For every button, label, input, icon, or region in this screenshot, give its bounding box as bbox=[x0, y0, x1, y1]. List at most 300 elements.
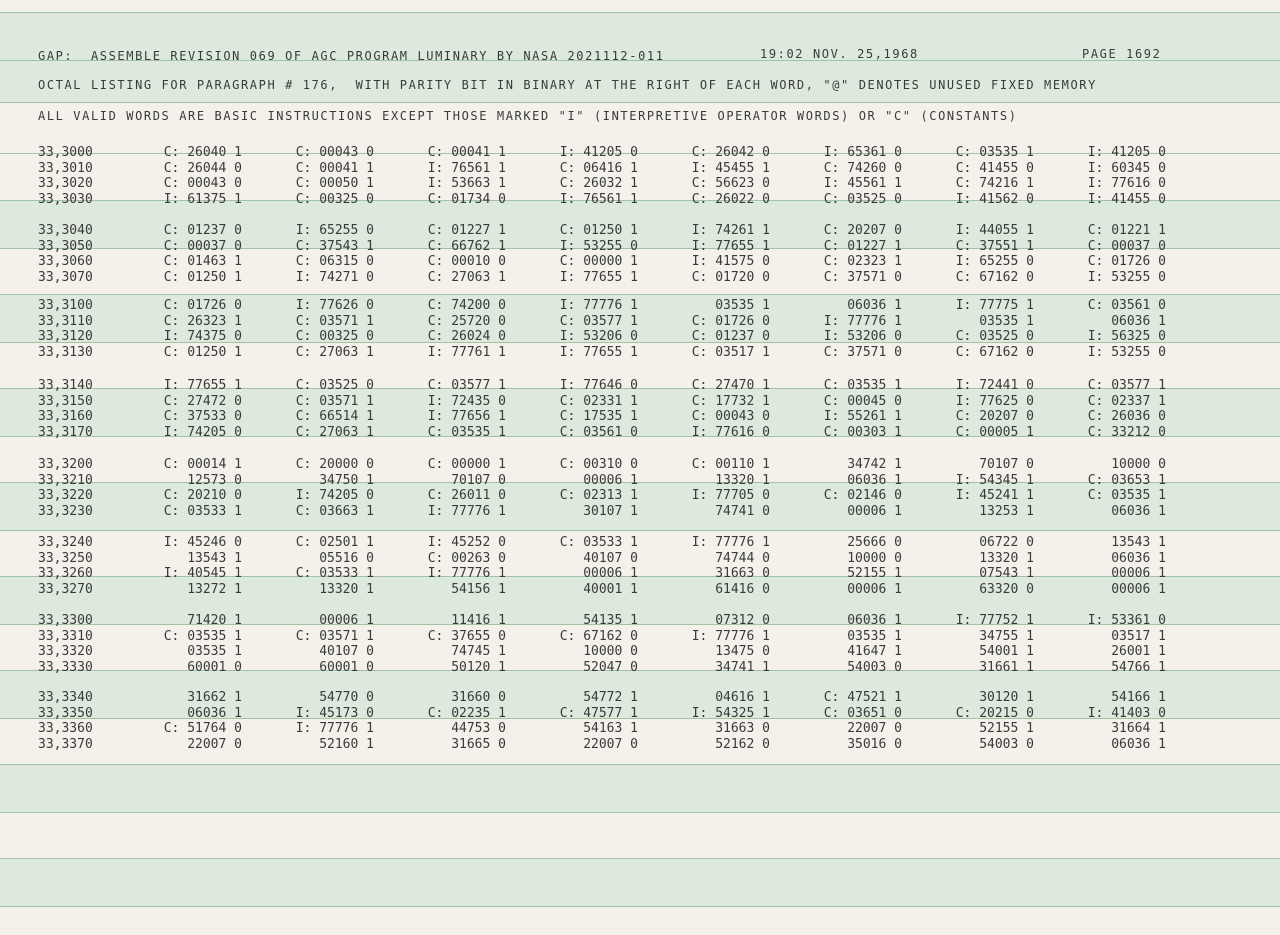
octal-word: 52155 1 bbox=[847, 566, 902, 581]
octal-word: C: 03651 0 bbox=[823, 705, 902, 721]
octal-word: I: 45246 0 bbox=[163, 535, 242, 550]
octal-word: C: 00110 1 bbox=[691, 457, 770, 472]
octal-word: C: 27063 1 bbox=[295, 424, 374, 440]
memory-address: 33,3340 bbox=[38, 690, 93, 705]
octal-word: C: 27063 1 bbox=[295, 344, 374, 360]
memory-address: 33,3320 bbox=[38, 644, 93, 659]
memory-address: 33,3030 bbox=[38, 191, 93, 207]
octal-word: C: 00037 0 bbox=[163, 238, 242, 254]
octal-word: I: 77776 1 bbox=[823, 313, 902, 329]
octal-word: 54003 0 bbox=[979, 736, 1034, 752]
octal-word: C: 67162 0 bbox=[955, 269, 1034, 285]
octal-word: C: 03577 1 bbox=[559, 313, 638, 329]
octal-word: 54166 1 bbox=[1111, 690, 1166, 705]
octal-word: 07543 1 bbox=[979, 566, 1034, 581]
octal-word: I: 77655 1 bbox=[559, 344, 638, 360]
octal-word: I: 77776 1 bbox=[295, 721, 374, 736]
octal-word: C: 01237 0 bbox=[163, 223, 242, 238]
octal-word: I: 53255 0 bbox=[1087, 269, 1166, 285]
octal-word: I: 74375 0 bbox=[163, 329, 242, 344]
octal-word: C: 02337 1 bbox=[1087, 393, 1166, 409]
octal-word: 03535 1 bbox=[847, 628, 902, 644]
octal-word: I: 45173 0 bbox=[295, 705, 374, 721]
octal-word: I: 77616 0 bbox=[1087, 176, 1166, 191]
octal-word: 60001 0 bbox=[319, 659, 374, 675]
octal-word: C: 01227 1 bbox=[427, 223, 506, 238]
octal-word: I: 74205 0 bbox=[295, 488, 374, 503]
octal-word: I: 53206 0 bbox=[559, 329, 638, 344]
octal-word: C: 03525 0 bbox=[823, 191, 902, 207]
octal-word: 26001 1 bbox=[1111, 644, 1166, 659]
octal-word: I: 54325 1 bbox=[691, 705, 770, 721]
octal-word: 54163 1 bbox=[583, 721, 638, 736]
assembly-title: GAP: ASSEMBLE REVISION 069 OF AGC PROGRAM LUMINARY BY NASA 2021112-011 bbox=[38, 49, 665, 63]
octal-word: C: 20215 0 bbox=[955, 705, 1034, 721]
octal-word: 00006 1 bbox=[319, 613, 374, 628]
octal-word: 03517 1 bbox=[1111, 628, 1166, 644]
octal-word: 40107 0 bbox=[583, 550, 638, 566]
memory-address: 33,3250 bbox=[38, 550, 93, 566]
octal-word: C: 03535 1 bbox=[823, 378, 902, 393]
octal-word: C: 00325 0 bbox=[295, 191, 374, 207]
octal-word: C: 00005 1 bbox=[955, 424, 1034, 440]
octal-word: I: 53255 0 bbox=[559, 238, 638, 254]
octal-word: C: 00037 0 bbox=[1087, 238, 1166, 254]
octal-word: C: 17732 1 bbox=[691, 393, 770, 409]
octal-word: 52047 0 bbox=[583, 659, 638, 675]
memory-address: 33,3040 bbox=[38, 223, 93, 238]
octal-word: 54772 1 bbox=[583, 690, 638, 705]
octal-word: 34741 1 bbox=[715, 659, 770, 675]
octal-word: C: 26032 1 bbox=[559, 176, 638, 191]
octal-word: C: 20000 0 bbox=[295, 457, 374, 472]
octal-word: 31663 0 bbox=[715, 566, 770, 581]
octal-word: 03535 1 bbox=[979, 313, 1034, 329]
print-timestamp: 19:02 NOV. 25,1968 bbox=[760, 47, 919, 61]
octal-word: C: 37571 0 bbox=[823, 269, 902, 285]
page-number: PAGE 1692 bbox=[1082, 47, 1162, 61]
octal-word: 70107 0 bbox=[451, 472, 506, 488]
octal-word: 22007 0 bbox=[187, 736, 242, 752]
octal-word: C: 20210 0 bbox=[163, 488, 242, 503]
memory-address: 33,3160 bbox=[38, 409, 93, 424]
octal-word: C: 00045 0 bbox=[823, 393, 902, 409]
octal-word: C: 37551 1 bbox=[955, 238, 1034, 254]
octal-word: I: 53361 0 bbox=[1087, 613, 1166, 628]
octal-word: I: 41562 0 bbox=[955, 191, 1034, 207]
octal-word: C: 26044 0 bbox=[163, 160, 242, 176]
octal-word: C: 74200 0 bbox=[427, 298, 506, 313]
octal-word: I: 45241 1 bbox=[955, 488, 1034, 503]
octal-word: 31662 1 bbox=[187, 690, 242, 705]
octal-word: C: 03571 1 bbox=[295, 393, 374, 409]
octal-word: I: 65255 0 bbox=[295, 223, 374, 238]
octal-word: C: 26011 0 bbox=[427, 488, 506, 503]
octal-word: I: 60345 0 bbox=[1087, 160, 1166, 176]
octal-word: C: 74260 0 bbox=[823, 160, 902, 176]
octal-word: C: 02331 1 bbox=[559, 393, 638, 409]
greenbar-9 bbox=[0, 858, 1280, 906]
memory-address: 33,3050 bbox=[38, 238, 93, 254]
octal-word: 04616 1 bbox=[715, 690, 770, 705]
octal-word: C: 66514 1 bbox=[295, 409, 374, 424]
octal-word: I: 41455 0 bbox=[1087, 191, 1166, 207]
octal-word: I: 77776 1 bbox=[559, 298, 638, 313]
octal-word: 06036 1 bbox=[1111, 550, 1166, 566]
octal-word: I: 53255 0 bbox=[1087, 344, 1166, 360]
octal-word: 54001 1 bbox=[979, 644, 1034, 659]
octal-word: C: 01726 0 bbox=[163, 298, 242, 313]
paragraph-description: OCTAL LISTING FOR PARAGRAPH # 176, WITH PARITY BIT IN BINARY AT THE RIGHT OF EACH WORD, "@" DENOTES UNUSED FIXED MEMORY bbox=[38, 78, 1097, 92]
octal-word: I: 77616 0 bbox=[691, 424, 770, 440]
octal-word: C: 02501 1 bbox=[295, 535, 374, 550]
octal-word: C: 01734 0 bbox=[427, 191, 506, 207]
octal-word: C: 03533 1 bbox=[163, 503, 242, 519]
octal-word: C: 26024 0 bbox=[427, 329, 506, 344]
memory-address: 33,3300 bbox=[38, 613, 93, 628]
octal-word: C: 00043 0 bbox=[691, 409, 770, 424]
memory-address: 33,3000 bbox=[38, 145, 93, 160]
rule-line bbox=[0, 764, 1280, 765]
octal-word: I: 45252 0 bbox=[427, 535, 506, 550]
octal-word: 74745 1 bbox=[451, 644, 506, 659]
octal-word: C: 03535 1 bbox=[427, 424, 506, 440]
memory-address: 33,3220 bbox=[38, 488, 93, 503]
octal-word: 00006 1 bbox=[1111, 581, 1166, 597]
octal-word: I: 61375 1 bbox=[163, 191, 242, 207]
memory-address: 33,3120 bbox=[38, 329, 93, 344]
octal-word: I: 74271 0 bbox=[295, 269, 374, 285]
octal-word: 54770 0 bbox=[319, 690, 374, 705]
octal-word: C: 03525 0 bbox=[955, 329, 1034, 344]
octal-word: I: 55261 1 bbox=[823, 409, 902, 424]
memory-address: 33,3110 bbox=[38, 313, 93, 329]
octal-word: 03535 1 bbox=[715, 298, 770, 313]
octal-word: I: 74261 1 bbox=[691, 223, 770, 238]
octal-word: C: 25720 0 bbox=[427, 313, 506, 329]
octal-word: 34755 1 bbox=[979, 628, 1034, 644]
octal-word: 06036 1 bbox=[187, 705, 242, 721]
word-legend: ALL VALID WORDS ARE BASIC INSTRUCTIONS EXCEPT THOSE MARKED "I" (INTERPRETIVE OPERATOR WORDS) OR "C" (CONSTANTS) bbox=[38, 109, 1018, 123]
octal-word: 74741 0 bbox=[715, 503, 770, 519]
memory-address: 33,3010 bbox=[38, 160, 93, 176]
octal-word: C: 20207 0 bbox=[823, 223, 902, 238]
octal-word: C: 26323 1 bbox=[163, 313, 242, 329]
octal-word: C: 00310 0 bbox=[559, 457, 638, 472]
octal-word: C: 00303 1 bbox=[823, 424, 902, 440]
octal-word: C: 20207 0 bbox=[955, 409, 1034, 424]
octal-word: C: 01720 0 bbox=[691, 269, 770, 285]
octal-word: 54135 1 bbox=[583, 613, 638, 628]
octal-word: C: 00041 1 bbox=[295, 160, 374, 176]
octal-word: 13272 1 bbox=[187, 581, 242, 597]
octal-word: 06036 1 bbox=[847, 472, 902, 488]
octal-word: 54766 1 bbox=[1111, 659, 1166, 675]
octal-word: C: 37655 0 bbox=[427, 628, 506, 644]
octal-word: I: 65255 0 bbox=[955, 254, 1034, 269]
octal-word: 13320 1 bbox=[715, 472, 770, 488]
octal-word: I: 77656 1 bbox=[427, 409, 506, 424]
octal-word: C: 67162 0 bbox=[955, 344, 1034, 360]
octal-word: C: 00043 0 bbox=[163, 176, 242, 191]
octal-word: C: 02313 1 bbox=[559, 488, 638, 503]
memory-address: 33,3100 bbox=[38, 298, 93, 313]
memory-address: 33,3170 bbox=[38, 424, 93, 440]
octal-word: C: 74216 1 bbox=[955, 176, 1034, 191]
octal-word: 13543 1 bbox=[187, 550, 242, 566]
rule-line bbox=[0, 530, 1280, 531]
octal-word: 31660 0 bbox=[451, 690, 506, 705]
octal-word: C: 00010 0 bbox=[427, 254, 506, 269]
octal-word: I: 77705 0 bbox=[691, 488, 770, 503]
octal-word: I: 45561 1 bbox=[823, 176, 902, 191]
octal-word: C: 27063 1 bbox=[427, 269, 506, 285]
octal-word: I: 53206 0 bbox=[823, 329, 902, 344]
octal-word: C: 00050 1 bbox=[295, 176, 374, 191]
greenbar-8 bbox=[0, 764, 1280, 812]
octal-word: C: 27472 0 bbox=[163, 393, 242, 409]
rule-line bbox=[0, 102, 1280, 103]
octal-word: C: 66762 1 bbox=[427, 238, 506, 254]
rule-line bbox=[0, 812, 1280, 813]
octal-word: C: 01227 1 bbox=[823, 238, 902, 254]
memory-address: 33,3020 bbox=[38, 176, 93, 191]
octal-word: 52162 0 bbox=[715, 736, 770, 752]
octal-word: I: 77626 0 bbox=[295, 298, 374, 313]
octal-word: I: 77752 1 bbox=[955, 613, 1034, 628]
memory-address: 33,3130 bbox=[38, 344, 93, 360]
octal-word: C: 00043 0 bbox=[295, 145, 374, 160]
octal-word: I: 41575 0 bbox=[691, 254, 770, 269]
octal-word: C: 03535 1 bbox=[955, 145, 1034, 160]
octal-word: 50120 1 bbox=[451, 659, 506, 675]
octal-word: 00006 1 bbox=[1111, 566, 1166, 581]
memory-address: 33,3350 bbox=[38, 705, 93, 721]
octal-word: 12573 0 bbox=[187, 472, 242, 488]
octal-word: 54156 1 bbox=[451, 581, 506, 597]
octal-word: I: 77646 0 bbox=[559, 378, 638, 393]
octal-word: I: 76561 1 bbox=[559, 191, 638, 207]
octal-word: 06036 1 bbox=[1111, 503, 1166, 519]
octal-word: C: 02323 1 bbox=[823, 254, 902, 269]
octal-word: C: 03535 1 bbox=[1087, 488, 1166, 503]
octal-word: C: 47577 1 bbox=[559, 705, 638, 721]
octal-word: C: 01250 1 bbox=[559, 223, 638, 238]
octal-word: 13475 0 bbox=[715, 644, 770, 659]
octal-word: C: 03571 1 bbox=[295, 628, 374, 644]
octal-word: 13543 1 bbox=[1111, 535, 1166, 550]
octal-word: C: 37543 1 bbox=[295, 238, 374, 254]
octal-word: I: 74205 0 bbox=[163, 424, 242, 440]
octal-word: C: 00263 0 bbox=[427, 550, 506, 566]
octal-word: 63320 0 bbox=[979, 581, 1034, 597]
octal-word: C: 26022 0 bbox=[691, 191, 770, 207]
octal-word: 71420 1 bbox=[187, 613, 242, 628]
octal-word: C: 00325 0 bbox=[295, 329, 374, 344]
memory-address: 33,3260 bbox=[38, 566, 93, 581]
octal-word: I: 41205 0 bbox=[1087, 145, 1166, 160]
octal-word: 10000 0 bbox=[583, 644, 638, 659]
octal-word: 54003 0 bbox=[847, 659, 902, 675]
octal-word: C: 03577 1 bbox=[1087, 378, 1166, 393]
octal-word: 06036 1 bbox=[847, 613, 902, 628]
octal-word: C: 33212 0 bbox=[1087, 424, 1166, 440]
octal-word: I: 41403 0 bbox=[1087, 705, 1166, 721]
octal-word: 06036 1 bbox=[1111, 313, 1166, 329]
octal-word: C: 56623 0 bbox=[691, 176, 770, 191]
memory-address: 33,3060 bbox=[38, 254, 93, 269]
octal-word: C: 26036 0 bbox=[1087, 409, 1166, 424]
octal-word: 13320 1 bbox=[979, 550, 1034, 566]
octal-word: 00006 1 bbox=[583, 472, 638, 488]
octal-word: 07312 0 bbox=[715, 613, 770, 628]
memory-address: 33,3370 bbox=[38, 736, 93, 752]
octal-word: I: 54345 1 bbox=[955, 472, 1034, 488]
memory-address: 33,3270 bbox=[38, 581, 93, 597]
memory-address: 33,3230 bbox=[38, 503, 93, 519]
octal-word: C: 26042 0 bbox=[691, 145, 770, 160]
octal-word: 30107 1 bbox=[583, 503, 638, 519]
memory-address: 33,3200 bbox=[38, 457, 93, 472]
octal-word: C: 01221 1 bbox=[1087, 223, 1166, 238]
octal-word: C: 00000 1 bbox=[559, 254, 638, 269]
memory-address: 33,3240 bbox=[38, 535, 93, 550]
octal-word: I: 77655 1 bbox=[163, 378, 242, 393]
octal-word: 34750 1 bbox=[319, 472, 374, 488]
octal-word: 74744 0 bbox=[715, 550, 770, 566]
octal-word: 06036 1 bbox=[847, 298, 902, 313]
memory-address: 33,3070 bbox=[38, 269, 93, 285]
octal-word: 25666 0 bbox=[847, 535, 902, 550]
octal-word: 05516 0 bbox=[319, 550, 374, 566]
octal-word: C: 00041 1 bbox=[427, 145, 506, 160]
octal-word: 31665 0 bbox=[451, 736, 506, 752]
octal-word: I: 72441 0 bbox=[955, 378, 1034, 393]
octal-word: I: 77655 1 bbox=[691, 238, 770, 254]
rule-line bbox=[0, 12, 1280, 13]
octal-word: I: 77776 1 bbox=[427, 566, 506, 581]
octal-word: C: 06315 0 bbox=[295, 254, 374, 269]
rule-line bbox=[0, 858, 1280, 859]
octal-word: 41647 1 bbox=[847, 644, 902, 659]
octal-word: C: 02146 0 bbox=[823, 488, 902, 503]
octal-word: C: 01250 1 bbox=[163, 344, 242, 360]
octal-word: C: 47521 1 bbox=[823, 690, 902, 705]
octal-word: C: 51764 0 bbox=[163, 721, 242, 736]
octal-word: C: 37571 0 bbox=[823, 344, 902, 360]
octal-word: C: 26040 1 bbox=[163, 145, 242, 160]
octal-word: 11416 1 bbox=[451, 613, 506, 628]
octal-word: 44753 0 bbox=[451, 721, 506, 736]
octal-word: C: 03535 1 bbox=[163, 628, 242, 644]
octal-word: I: 77775 1 bbox=[955, 298, 1034, 313]
octal-word: C: 03517 1 bbox=[691, 344, 770, 360]
octal-word: 30120 1 bbox=[979, 690, 1034, 705]
octal-word: C: 01250 1 bbox=[163, 269, 242, 285]
octal-word: I: 56325 0 bbox=[1087, 329, 1166, 344]
octal-word: C: 03561 0 bbox=[559, 424, 638, 440]
octal-word: I: 77776 1 bbox=[691, 628, 770, 644]
octal-word: I: 41205 0 bbox=[559, 145, 638, 160]
octal-word: 06036 1 bbox=[1111, 736, 1166, 752]
memory-address: 33,3150 bbox=[38, 393, 93, 409]
octal-word: 10000 0 bbox=[847, 550, 902, 566]
octal-word: 70107 0 bbox=[979, 457, 1034, 472]
octal-word: I: 44055 1 bbox=[955, 223, 1034, 238]
octal-word: 35016 0 bbox=[847, 736, 902, 752]
octal-word: 22007 0 bbox=[847, 721, 902, 736]
memory-address: 33,3140 bbox=[38, 378, 93, 393]
octal-word: I: 77776 1 bbox=[691, 535, 770, 550]
memory-address: 33,3360 bbox=[38, 721, 93, 736]
octal-word: 40107 0 bbox=[319, 644, 374, 659]
octal-word: C: 67162 0 bbox=[559, 628, 638, 644]
octal-word: 06722 0 bbox=[979, 535, 1034, 550]
octal-word: C: 01237 0 bbox=[691, 329, 770, 344]
octal-word: 31664 1 bbox=[1111, 721, 1166, 736]
memory-address: 33,3330 bbox=[38, 659, 93, 675]
octal-word: I: 40545 1 bbox=[163, 566, 242, 581]
octal-word: I: 53663 1 bbox=[427, 176, 506, 191]
octal-word: C: 03577 1 bbox=[427, 378, 506, 393]
octal-word: C: 01726 0 bbox=[1087, 254, 1166, 269]
octal-word: 00006 1 bbox=[847, 503, 902, 519]
octal-word: I: 65361 0 bbox=[823, 145, 902, 160]
octal-word: C: 03663 1 bbox=[295, 503, 374, 519]
octal-word: I: 77776 1 bbox=[427, 503, 506, 519]
octal-word: 52160 1 bbox=[319, 736, 374, 752]
octal-word: 03535 1 bbox=[187, 644, 242, 659]
octal-word: 10000 0 bbox=[1111, 457, 1166, 472]
rule-line bbox=[0, 906, 1280, 907]
octal-word: I: 72435 0 bbox=[427, 393, 506, 409]
octal-word: C: 00014 1 bbox=[163, 457, 242, 472]
octal-word: C: 27470 1 bbox=[691, 378, 770, 393]
octal-word: C: 03525 0 bbox=[295, 378, 374, 393]
memory-address: 33,3210 bbox=[38, 472, 93, 488]
octal-word: 00006 1 bbox=[847, 581, 902, 597]
octal-word: 22007 0 bbox=[583, 736, 638, 752]
rule-line bbox=[0, 294, 1280, 295]
octal-word: 13253 1 bbox=[979, 503, 1034, 519]
octal-word: 31661 1 bbox=[979, 659, 1034, 675]
octal-word: 34742 1 bbox=[847, 457, 902, 472]
octal-word: C: 03533 1 bbox=[559, 535, 638, 550]
octal-word: I: 77655 1 bbox=[559, 269, 638, 285]
octal-word: 61416 0 bbox=[715, 581, 770, 597]
octal-word: 00006 1 bbox=[583, 566, 638, 581]
octal-word: I: 77625 0 bbox=[955, 393, 1034, 409]
octal-word: C: 01463 1 bbox=[163, 254, 242, 269]
octal-word: 52155 1 bbox=[979, 721, 1034, 736]
octal-word: I: 77761 1 bbox=[427, 344, 506, 360]
octal-word: I: 45455 1 bbox=[691, 160, 770, 176]
octal-word: C: 06416 1 bbox=[559, 160, 638, 176]
octal-word: C: 03571 1 bbox=[295, 313, 374, 329]
octal-word: 13320 1 bbox=[319, 581, 374, 597]
octal-word: C: 00000 1 bbox=[427, 457, 506, 472]
octal-word: C: 41455 0 bbox=[955, 160, 1034, 176]
octal-word: C: 17535 1 bbox=[559, 409, 638, 424]
octal-word: 40001 1 bbox=[583, 581, 638, 597]
octal-word: C: 03533 1 bbox=[295, 566, 374, 581]
octal-word: C: 37533 0 bbox=[163, 409, 242, 424]
octal-word: C: 03561 0 bbox=[1087, 298, 1166, 313]
octal-word: 60001 0 bbox=[187, 659, 242, 675]
octal-word: C: 01726 0 bbox=[691, 313, 770, 329]
octal-word: 31663 0 bbox=[715, 721, 770, 736]
octal-word: C: 03653 1 bbox=[1087, 472, 1166, 488]
